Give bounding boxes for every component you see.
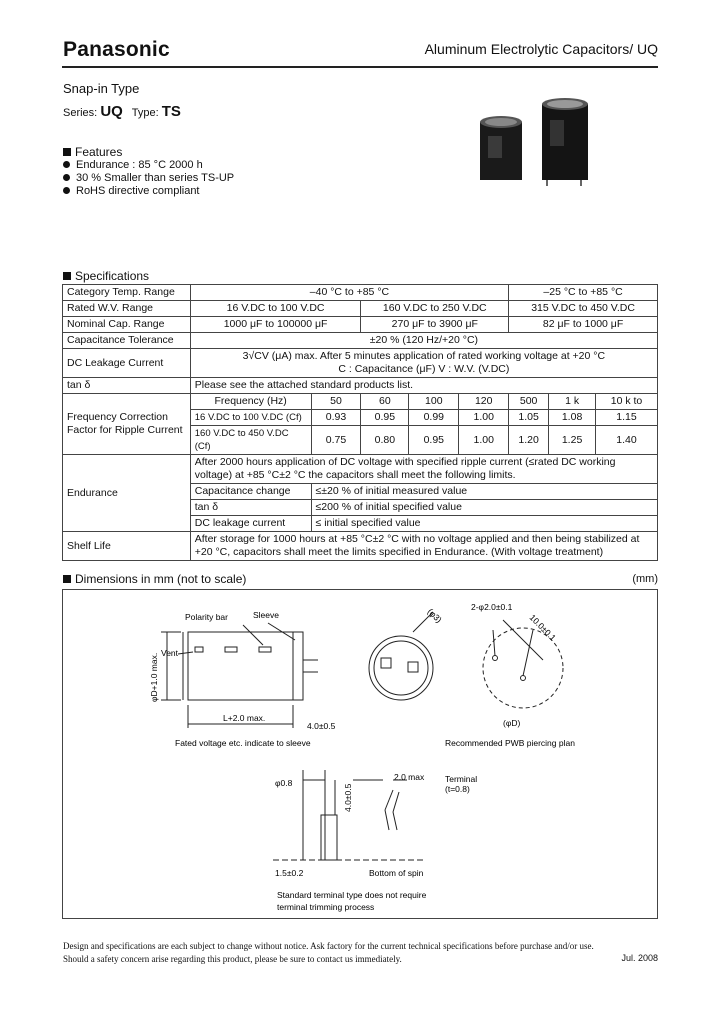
- cell: 0.80: [361, 426, 409, 455]
- feature-item: RoHS directive compliant: [63, 185, 200, 197]
- terminal-label: Terminal: [445, 774, 478, 784]
- cell: 160 V.DC to 450 V.DC (Cf): [190, 426, 311, 455]
- cell: After storage for 1000 hours at +85 °C±2 °C with no voltage applied and then being stabilized at +20 °C, capacitors shall meet the limits specified in Endurance. (With voltage treatment): [190, 532, 657, 561]
- cell: Capacitance change: [190, 484, 311, 500]
- document-title: Aluminum Electrolytic Capacitors/ UQ: [424, 41, 658, 57]
- cell: 1.08: [549, 410, 596, 426]
- table-row: [63, 301, 658, 317]
- cell: 0.95: [409, 426, 459, 455]
- cell: 1.00: [459, 426, 509, 455]
- cell: 1.05: [509, 410, 549, 426]
- cell: 82 μF to 1000 μF: [509, 317, 658, 333]
- square-bullet-icon: [63, 148, 71, 156]
- cell: DC leakage current: [190, 516, 311, 532]
- table-row: [63, 285, 658, 301]
- cell: 100: [409, 394, 459, 410]
- square-bullet-icon: [63, 272, 71, 280]
- note-line-2: terminal trimming process: [277, 902, 375, 912]
- specifications-heading: Specifications: [63, 269, 149, 283]
- right-caption: Recommended PWB piercing plan: [445, 738, 575, 748]
- cell: ≤±20 % of initial measured value: [311, 484, 657, 500]
- table-row: [63, 394, 658, 410]
- bottom-label: Bottom of spin: [369, 868, 424, 878]
- cell: Please see the attached standard products list.: [190, 378, 657, 394]
- length-label: L+2.0 max.: [223, 713, 266, 723]
- phi-terminal-label: φ0.8: [275, 778, 293, 788]
- cell: ≤ initial specified value: [311, 516, 657, 532]
- row-label: Category Temp. Range: [63, 285, 191, 301]
- cell: 1000 μF to 100000 μF: [190, 317, 361, 333]
- cell: 1.40: [596, 426, 658, 455]
- height-dimension-label: 4.0±0.5: [343, 783, 353, 812]
- cell: 1.25: [549, 426, 596, 455]
- terminal-thickness-label: (t=0.8): [445, 784, 470, 794]
- row-label: Rated W.V. Range: [63, 301, 191, 317]
- cell: 0.75: [311, 426, 361, 455]
- cell: ≤200 % of initial specified value: [311, 500, 657, 516]
- polarity-bar-label: Polarity bar: [185, 612, 228, 622]
- dot-bullet-icon: [63, 174, 70, 181]
- cell: 0.99: [409, 410, 459, 426]
- table-row: [63, 532, 658, 561]
- unit-label: (mm): [632, 573, 658, 585]
- row-label: tan δ: [63, 378, 191, 394]
- cell: 315 V.DC to 450 V.DC: [509, 301, 658, 317]
- left-caption: Fated voltage etc. indicate to sleeve: [175, 738, 311, 748]
- cell: 1.20: [509, 426, 549, 455]
- hole-label: 2-φ2.0±0.1: [471, 602, 513, 612]
- row-label: Frequency Correction Factor for Ripple Current: [63, 394, 191, 455]
- product-subtitle: Snap-in Type: [63, 81, 140, 96]
- cell: Frequency (Hz): [190, 394, 311, 410]
- table-row: [63, 378, 658, 394]
- note-line-1: Standard terminal type does not require: [277, 890, 427, 900]
- series-label: Series:: [63, 107, 98, 119]
- table-row: [63, 333, 658, 349]
- dot-bullet-icon: [63, 161, 70, 168]
- cell: 1 k: [549, 394, 596, 410]
- brand-logo: Panasonic: [63, 38, 170, 61]
- cell: 0.95: [361, 410, 409, 426]
- cell: After 2000 hours application of DC voltage with specified ripple current (≤rated DC working voltage) at +85 °C±2 °C the capacitors shall meet the following limits.: [190, 455, 657, 484]
- cell: 16 V.DC to 100 V.DC: [190, 301, 361, 317]
- cell: 120: [459, 394, 509, 410]
- footer-notes: [63, 940, 594, 966]
- diameter-label: φD+1.0 max.: [149, 652, 159, 702]
- sleeve-label: Sleeve: [253, 610, 279, 620]
- cell: [190, 349, 657, 378]
- cell: 16 V.DC to 100 V.DC (Cf): [190, 410, 311, 426]
- cell: 500: [509, 394, 549, 410]
- feature-item: 30 % Smaller than series TS-UP: [63, 172, 234, 184]
- row-label: DC Leakage Current: [63, 349, 191, 378]
- series-line: [63, 103, 181, 120]
- phiD-label: (φD): [503, 718, 521, 728]
- cell: 0.93: [311, 410, 361, 426]
- feature-item: Endurance : 85 °C 2000 h: [63, 159, 203, 171]
- series-value: UQ: [100, 103, 123, 120]
- row-label: Capacitance Tolerance: [63, 333, 191, 349]
- dcl-line-2: C : Capacitance (μF) V : W.V. (V.DC): [338, 363, 510, 375]
- phi3-label: (φ3): [425, 606, 444, 625]
- footer-date: Jul. 2008: [621, 953, 658, 963]
- cell: –25 °C to +85 °C: [509, 285, 658, 301]
- cell: 1.15: [596, 410, 658, 426]
- base-dimension-label: 1.5±0.2: [275, 868, 304, 878]
- dot-bullet-icon: [63, 187, 70, 194]
- row-label: Nominal Cap. Range: [63, 317, 191, 333]
- cell: 50: [311, 394, 361, 410]
- footer-line-1: Design and specifications are each subject to change without notice. Ask factory for the current technical specifications before purchase and/or use.: [63, 941, 594, 951]
- table-row: [63, 317, 658, 333]
- table-row: [63, 349, 658, 378]
- table-row: [63, 455, 658, 484]
- dimensions-heading: Dimensions in mm (not to scale): [63, 572, 246, 586]
- dimensions-box: [62, 589, 658, 919]
- row-label: Endurance: [63, 455, 191, 532]
- cell: 1.00: [459, 410, 509, 426]
- cell: 270 μF to 3900 μF: [361, 317, 509, 333]
- header-rule: [62, 66, 658, 68]
- capacitor-photo: [470, 96, 620, 188]
- dimension-drawing: [63, 590, 659, 920]
- vent-label: Vent: [161, 648, 179, 658]
- features-heading: Features: [63, 145, 122, 159]
- type-label: Type:: [131, 107, 159, 119]
- cell: 60: [361, 394, 409, 410]
- footer-line-2: Should a safety concern arise regarding this product, please be sure to contact us immediately.: [63, 954, 402, 964]
- dcl-line-1: 3√CV (μA) max. After 5 minutes application of rated working voltage at +20 °C: [242, 350, 606, 362]
- row-label: Shelf Life: [63, 532, 191, 561]
- cell: ±20 % (120 Hz/+20 °C): [190, 333, 657, 349]
- width-max-label: 2.0 max: [394, 772, 425, 782]
- specifications-table: [62, 284, 658, 561]
- cell: 160 V.DC to 250 V.DC: [361, 301, 509, 317]
- lead-spacing-label: 4.0±0.5: [307, 721, 336, 731]
- square-bullet-icon: [63, 575, 71, 583]
- cell: tan δ: [190, 500, 311, 516]
- cell: –40 °C to +85 °C: [190, 285, 508, 301]
- pitch-label: 10.0±0.1: [527, 612, 559, 643]
- type-value: TS: [161, 103, 181, 120]
- cell: 10 k to: [596, 394, 658, 410]
